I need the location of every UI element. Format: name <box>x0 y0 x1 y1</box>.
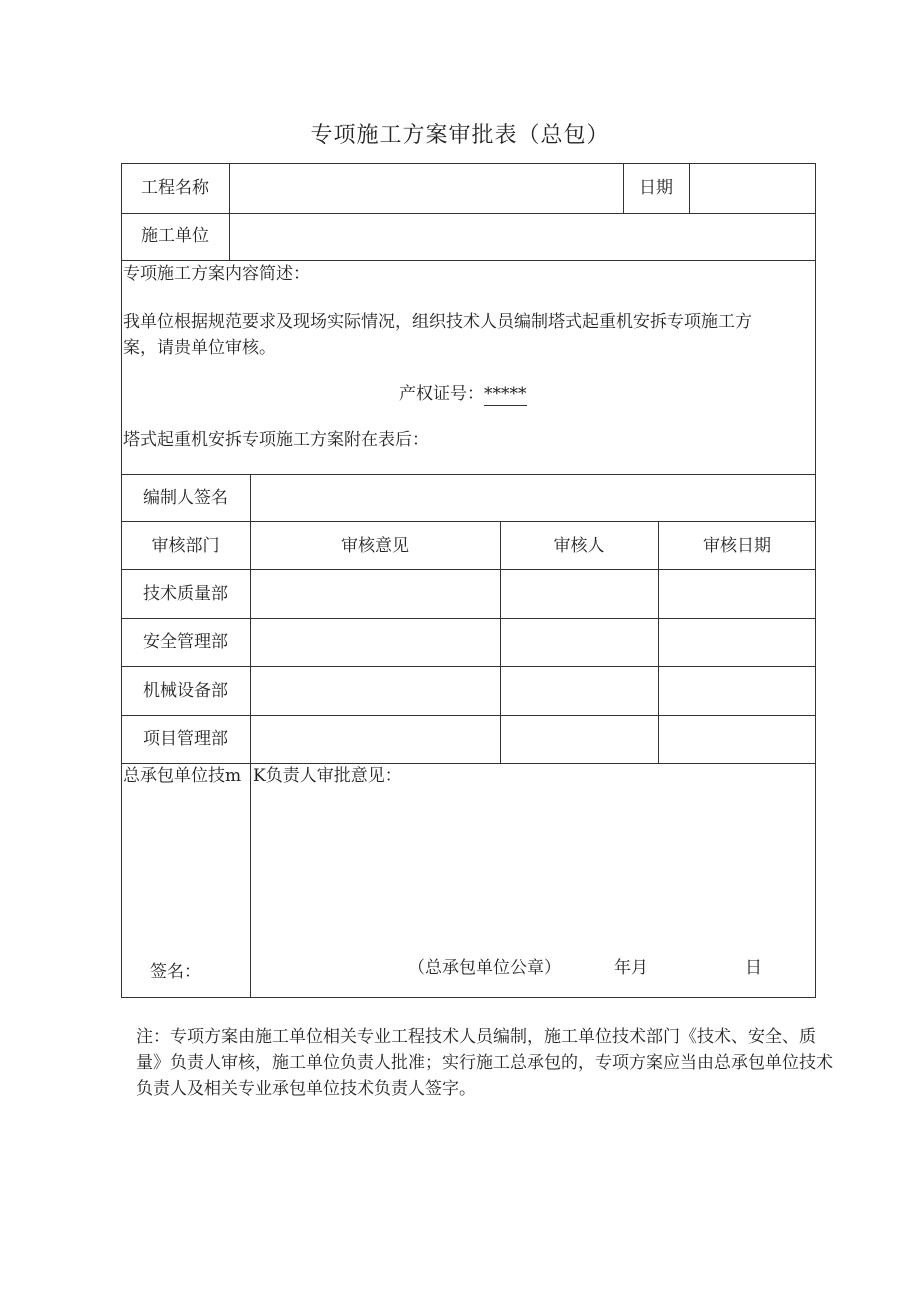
project-name-label: 工程名称 <box>141 178 209 198</box>
attachment-note: 塔式起重机安拆专项施工方案附在表后： <box>123 430 429 450</box>
review-header-reviewer: 审核人 <box>553 536 605 556</box>
row-divider <box>121 474 816 475</box>
row-divider <box>121 213 816 214</box>
form-frame <box>121 163 816 998</box>
row-divider <box>121 569 816 570</box>
footnote: 注：专项方案由施工单位相关专业工程技术人员编制，施工单位技术部门《技术、安全、质量》负责人审核，施工单位负责人批准；实行施工总承包的，专项方案应当由总承包单位技术负责人及相关专业承包单位技术负责人签字。 <box>136 1027 833 1099</box>
column-divider <box>229 163 230 260</box>
summary-heading: 专项施工方案内容简述： <box>123 264 310 284</box>
column-divider <box>689 163 690 213</box>
contractor-label: 施工单位 <box>141 226 209 246</box>
cert-number <box>399 386 527 403</box>
review-row-dept: 项目管理部 <box>143 729 228 749</box>
cert-label: 产权证号： <box>399 384 484 404</box>
row-divider <box>121 763 816 764</box>
review-row-dept: 安全管理部 <box>143 632 228 652</box>
year-month-label: 年月 <box>614 958 648 978</box>
page-title: 专项施工方案审批表（总包） <box>310 123 610 148</box>
review-header-opinion: 审核意见 <box>341 536 409 556</box>
preparer-label: 编制人签名 <box>143 488 228 508</box>
approval-opinion-label: K负责人审批意见： <box>253 766 402 786</box>
day-label: 日 <box>745 958 762 978</box>
row-divider <box>121 666 816 667</box>
review-row-dept: 机械设备部 <box>143 681 228 701</box>
row-divider <box>121 715 816 716</box>
column-divider <box>658 521 659 763</box>
row-divider <box>121 260 816 261</box>
date-label: 日期 <box>639 178 673 198</box>
sign-label: 签名： <box>150 962 201 982</box>
column-divider <box>500 521 501 763</box>
review-header-dept: 审核部门 <box>151 536 220 556</box>
review-row-dept: 技术质量部 <box>143 584 228 604</box>
summary-line: 案，请贵单位审核。 <box>123 338 276 358</box>
review-header-date: 审核日期 <box>703 536 771 556</box>
general-contractor-label: 总承包单位技m <box>123 766 242 786</box>
row-divider <box>121 521 816 522</box>
cert-value: ***** <box>484 384 527 404</box>
summary-line: 我单位根据规范要求及现场实际情况，组织技术人员编制塔式起重机安拆专项施工方 <box>123 312 752 332</box>
company-seal-text: （总承包单位公章） <box>408 958 561 978</box>
row-divider <box>121 618 816 619</box>
